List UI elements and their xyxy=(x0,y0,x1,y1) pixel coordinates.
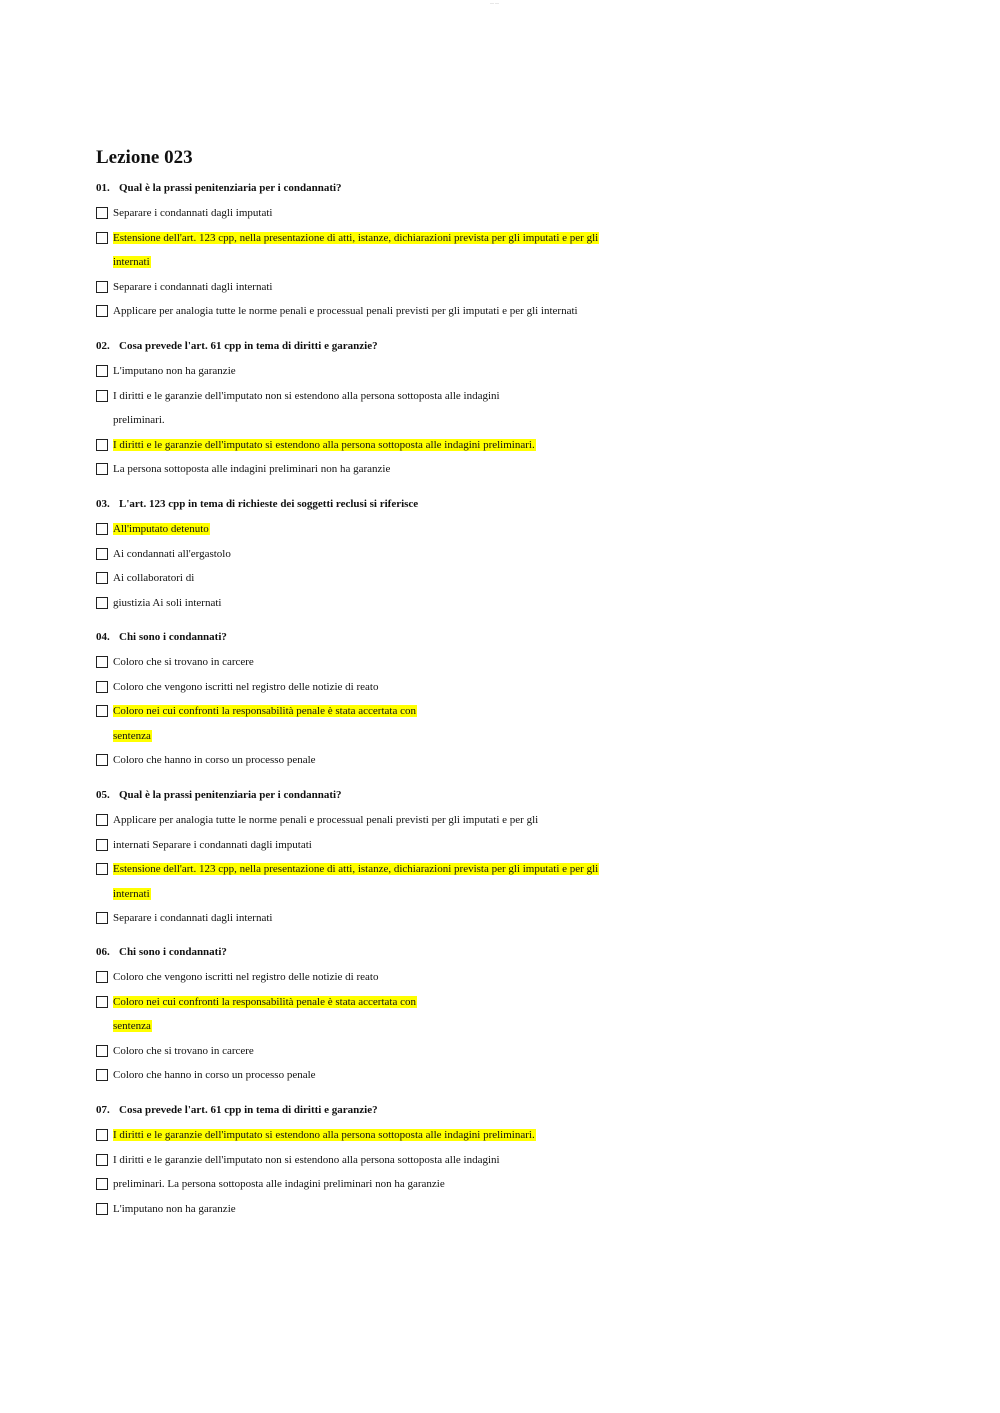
checkbox-icon[interactable] xyxy=(96,656,108,668)
page-header-mark: — — xyxy=(490,0,499,5)
answer-option[interactable] xyxy=(96,1149,716,1174)
answer-text-wrap xyxy=(113,651,254,673)
answer-text-wrap xyxy=(113,592,221,614)
checkbox-icon[interactable] xyxy=(96,912,108,924)
answer-option[interactable] xyxy=(96,567,716,592)
checkbox-icon[interactable] xyxy=(96,523,108,535)
question-number: 07. xyxy=(96,1104,110,1116)
answer-option[interactable] xyxy=(96,1064,716,1089)
answer-option[interactable] xyxy=(96,385,716,410)
answer-text: Coloro che si trovano in carcere xyxy=(113,656,254,668)
answer-option[interactable] xyxy=(96,434,716,459)
answer-text-wrap xyxy=(113,1064,316,1086)
answer-option[interactable] xyxy=(96,676,716,701)
answer-text: La persona sottoposta alle indagini preliminari non ha garanzie xyxy=(113,463,391,475)
answer-text-wrap xyxy=(113,1173,445,1195)
question-5 xyxy=(96,785,716,932)
checkbox-icon[interactable] xyxy=(96,1154,108,1166)
answer-option[interactable] xyxy=(96,202,716,227)
checkbox-icon[interactable] xyxy=(96,839,108,851)
answer-text: Separare i condannati dagli imputati xyxy=(113,207,273,219)
checkbox-icon[interactable] xyxy=(96,281,108,293)
question-title xyxy=(96,336,716,360)
answer-option[interactable] xyxy=(96,1173,716,1198)
answer-text: L'imputano non ha garanzie xyxy=(113,365,236,377)
answer-text-wrap xyxy=(113,883,151,905)
answer-text-wrap xyxy=(113,227,599,249)
answer-text-wrap xyxy=(113,518,210,540)
checkbox-icon[interactable] xyxy=(96,365,108,377)
answer-text-wrap xyxy=(113,434,536,456)
checkbox-icon[interactable] xyxy=(96,814,108,826)
answer-text-wrap xyxy=(113,276,272,298)
highlighted-answer-text: internati xyxy=(113,256,150,268)
answer-option[interactable] xyxy=(96,1198,716,1223)
checkbox-icon[interactable] xyxy=(96,232,108,244)
answer-text-wrap xyxy=(113,202,272,224)
highlighted-answer-text: Coloro nei cui confronti la responsabilità penale è stata accertata con xyxy=(113,995,416,1008)
highlighted-answer-text: Coloro nei cui confronti la responsabilità penale è stata accertata con xyxy=(113,705,416,717)
checkbox-icon[interactable] xyxy=(96,597,108,609)
answer-text: preliminari. La persona sottoposta alle indagini preliminari non ha garanzie xyxy=(113,1178,445,1190)
question-title xyxy=(96,178,716,202)
answer-option[interactable] xyxy=(96,458,716,483)
question-text: Cosa prevede l'art. 61 cpp in tema di diritti e garanzie? xyxy=(119,340,378,352)
checkbox-icon[interactable] xyxy=(96,463,108,475)
question-text: Chi sono i condannati? xyxy=(119,631,227,643)
answer-text: Coloro che hanno in corso un processo penale xyxy=(113,1069,316,1081)
answer-option-continuation xyxy=(96,1015,716,1040)
answer-text: Coloro che vengono iscritti nel registro delle notizie di reato xyxy=(113,680,379,693)
checkbox-icon[interactable] xyxy=(96,548,108,560)
question-title xyxy=(96,942,716,966)
answer-text-wrap xyxy=(113,700,417,722)
answer-text-wrap xyxy=(113,1198,236,1220)
question-number: 05. xyxy=(96,789,110,801)
checkbox-icon[interactable] xyxy=(96,1129,108,1141)
answer-text-wrap xyxy=(113,809,538,831)
highlighted-answer-text: sentenza xyxy=(113,729,151,742)
answer-text: Applicare per analogia tutte le norme penali e processual penali previsti per gli imputati e per gli internati xyxy=(113,305,578,317)
answer-text-wrap xyxy=(113,834,312,856)
highlighted-answer-text: I diritti e le garanzie dell'imputato si estendono alla persona sottoposta alle indagini preliminari. xyxy=(113,1129,535,1141)
answer-option[interactable] xyxy=(96,360,716,385)
checkbox-icon[interactable] xyxy=(96,1045,108,1057)
question-number: 03. xyxy=(96,498,110,510)
question-title xyxy=(96,785,716,809)
checkbox-icon[interactable] xyxy=(96,1069,108,1081)
answer-text: Ai condannati all'ergastolo xyxy=(113,547,231,560)
answer-option[interactable] xyxy=(96,834,716,859)
question-7 xyxy=(96,1100,716,1222)
checkbox-icon[interactable] xyxy=(96,305,108,317)
checkbox-icon[interactable] xyxy=(96,572,108,584)
highlighted-answer-text: Estensione dell'art. 123 cpp, nella presentazione di atti, istanze, dichiarazioni prevista per gli imputati e per gli xyxy=(113,863,599,875)
checkbox-icon[interactable] xyxy=(96,996,108,1008)
answer-text: internati Separare i condannati dagli imputati xyxy=(113,838,312,851)
answer-option[interactable] xyxy=(96,700,716,725)
answer-option[interactable] xyxy=(96,809,716,834)
answer-text-wrap xyxy=(113,676,378,698)
answer-option[interactable] xyxy=(96,543,716,568)
question-text: L'art. 123 cpp in tema di richieste dei soggetti reclusi si riferisce xyxy=(119,498,419,510)
highlighted-answer-text: sentenza xyxy=(113,1020,151,1032)
highlighted-answer-text: Estensione dell'art. 123 cpp, nella presentazione di atti, istanze, dichiarazioni prevista per gli imputati e per gli xyxy=(113,231,599,244)
lesson-title: Lezione 023 xyxy=(96,147,193,168)
answer-option[interactable] xyxy=(96,518,716,543)
question-text: Qual è la prassi penitenziaria per i condannati? xyxy=(119,182,342,194)
checkbox-icon[interactable] xyxy=(96,1203,108,1215)
answer-option-continuation xyxy=(96,725,716,750)
highlighted-answer-text: internati xyxy=(113,887,150,900)
question-text: Cosa prevede l'art. 61 cpp in tema di diritti e garanzie? xyxy=(119,1104,378,1116)
answer-text: Applicare per analogia tutte le norme penali e processual penali previsti per gli imputati e per gli xyxy=(113,814,539,826)
answer-text-wrap xyxy=(113,360,236,382)
answer-option[interactable] xyxy=(96,227,716,252)
answer-text-wrap xyxy=(113,300,578,322)
answer-option-continuation xyxy=(96,409,716,434)
answer-option[interactable] xyxy=(96,907,716,932)
question-number: 06. xyxy=(96,946,110,958)
question-number: 02. xyxy=(96,340,110,352)
question-number: 01. xyxy=(96,182,110,194)
answer-text: L'imputano non ha garanzie xyxy=(113,1202,236,1215)
answer-text: Separare i condannati dagli internati xyxy=(113,912,273,924)
answer-text-wrap xyxy=(113,749,316,771)
answer-text-wrap xyxy=(113,385,500,407)
answer-text-wrap xyxy=(113,251,151,273)
answer-option[interactable] xyxy=(96,651,716,676)
answer-text-wrap xyxy=(113,991,417,1013)
answer-option[interactable] xyxy=(96,1040,716,1065)
question-text: Qual è la prassi penitenziaria per i condannati? xyxy=(119,789,342,801)
answer-option[interactable] xyxy=(96,991,716,1016)
checkbox-icon[interactable] xyxy=(96,681,108,693)
answer-text-wrap xyxy=(113,458,390,480)
answer-text: Coloro che hanno in corso un processo penale xyxy=(113,754,316,766)
answer-text-wrap xyxy=(113,409,165,431)
answer-text: Coloro che vengono iscritti nel registro delle notizie di reato xyxy=(113,971,379,983)
question-1 xyxy=(96,178,716,325)
checkbox-icon[interactable] xyxy=(96,971,108,983)
answer-text: Separare i condannati dagli internati xyxy=(113,280,273,293)
answer-option[interactable] xyxy=(96,966,716,991)
answer-option[interactable] xyxy=(96,858,716,883)
question-title xyxy=(96,627,716,651)
answer-text-wrap xyxy=(113,567,194,589)
highlighted-answer-text: All'imputato detenuto xyxy=(113,523,209,535)
answer-text-wrap xyxy=(113,1124,536,1146)
answer-text-wrap xyxy=(113,543,231,565)
question-6 xyxy=(96,942,716,1089)
answer-text-wrap xyxy=(113,1149,500,1171)
answer-option[interactable] xyxy=(96,1124,716,1149)
answer-option-continuation xyxy=(96,883,716,908)
checkbox-icon[interactable] xyxy=(96,863,108,875)
answer-text: giustizia Ai soli internati xyxy=(113,596,222,609)
checkbox-icon[interactable] xyxy=(96,1178,108,1190)
answer-text-wrap xyxy=(113,725,152,747)
answer-option-continuation xyxy=(96,251,716,276)
answer-option[interactable] xyxy=(96,276,716,301)
question-2 xyxy=(96,336,716,483)
checkbox-icon[interactable] xyxy=(96,754,108,766)
question-4 xyxy=(96,627,716,774)
question-title xyxy=(96,494,716,518)
question-text: Chi sono i condannati? xyxy=(119,946,227,958)
answer-text: preliminari. xyxy=(113,414,165,426)
checkbox-icon[interactable] xyxy=(96,705,108,717)
answer-option[interactable] xyxy=(96,749,716,774)
answer-option[interactable] xyxy=(96,300,716,325)
answer-text-wrap xyxy=(113,1015,152,1037)
answer-text-wrap xyxy=(113,858,599,880)
answer-text: Ai collaboratori di xyxy=(113,572,195,584)
answer-option[interactable] xyxy=(96,592,716,617)
answer-text-wrap xyxy=(113,966,378,988)
answer-text: I diritti e le garanzie dell'imputato non si estendono alla persona sottoposta alle indagini xyxy=(113,1153,500,1166)
checkbox-icon[interactable] xyxy=(96,390,108,402)
answer-text: I diritti e le garanzie dell'imputato non si estendono alla persona sottoposta alle indagini xyxy=(113,389,500,402)
checkbox-icon[interactable] xyxy=(96,207,108,219)
answer-text-wrap xyxy=(113,1040,254,1062)
answer-text-wrap xyxy=(113,907,272,929)
highlighted-answer-text: I diritti e le garanzie dell'imputato si estendono alla persona sottoposta alle indagini preliminari. xyxy=(113,438,535,451)
answer-text: Coloro che si trovano in carcere xyxy=(113,1044,254,1057)
question-title xyxy=(96,1100,716,1124)
question-3 xyxy=(96,494,716,616)
question-number: 04. xyxy=(96,631,110,643)
checkbox-icon[interactable] xyxy=(96,439,108,451)
